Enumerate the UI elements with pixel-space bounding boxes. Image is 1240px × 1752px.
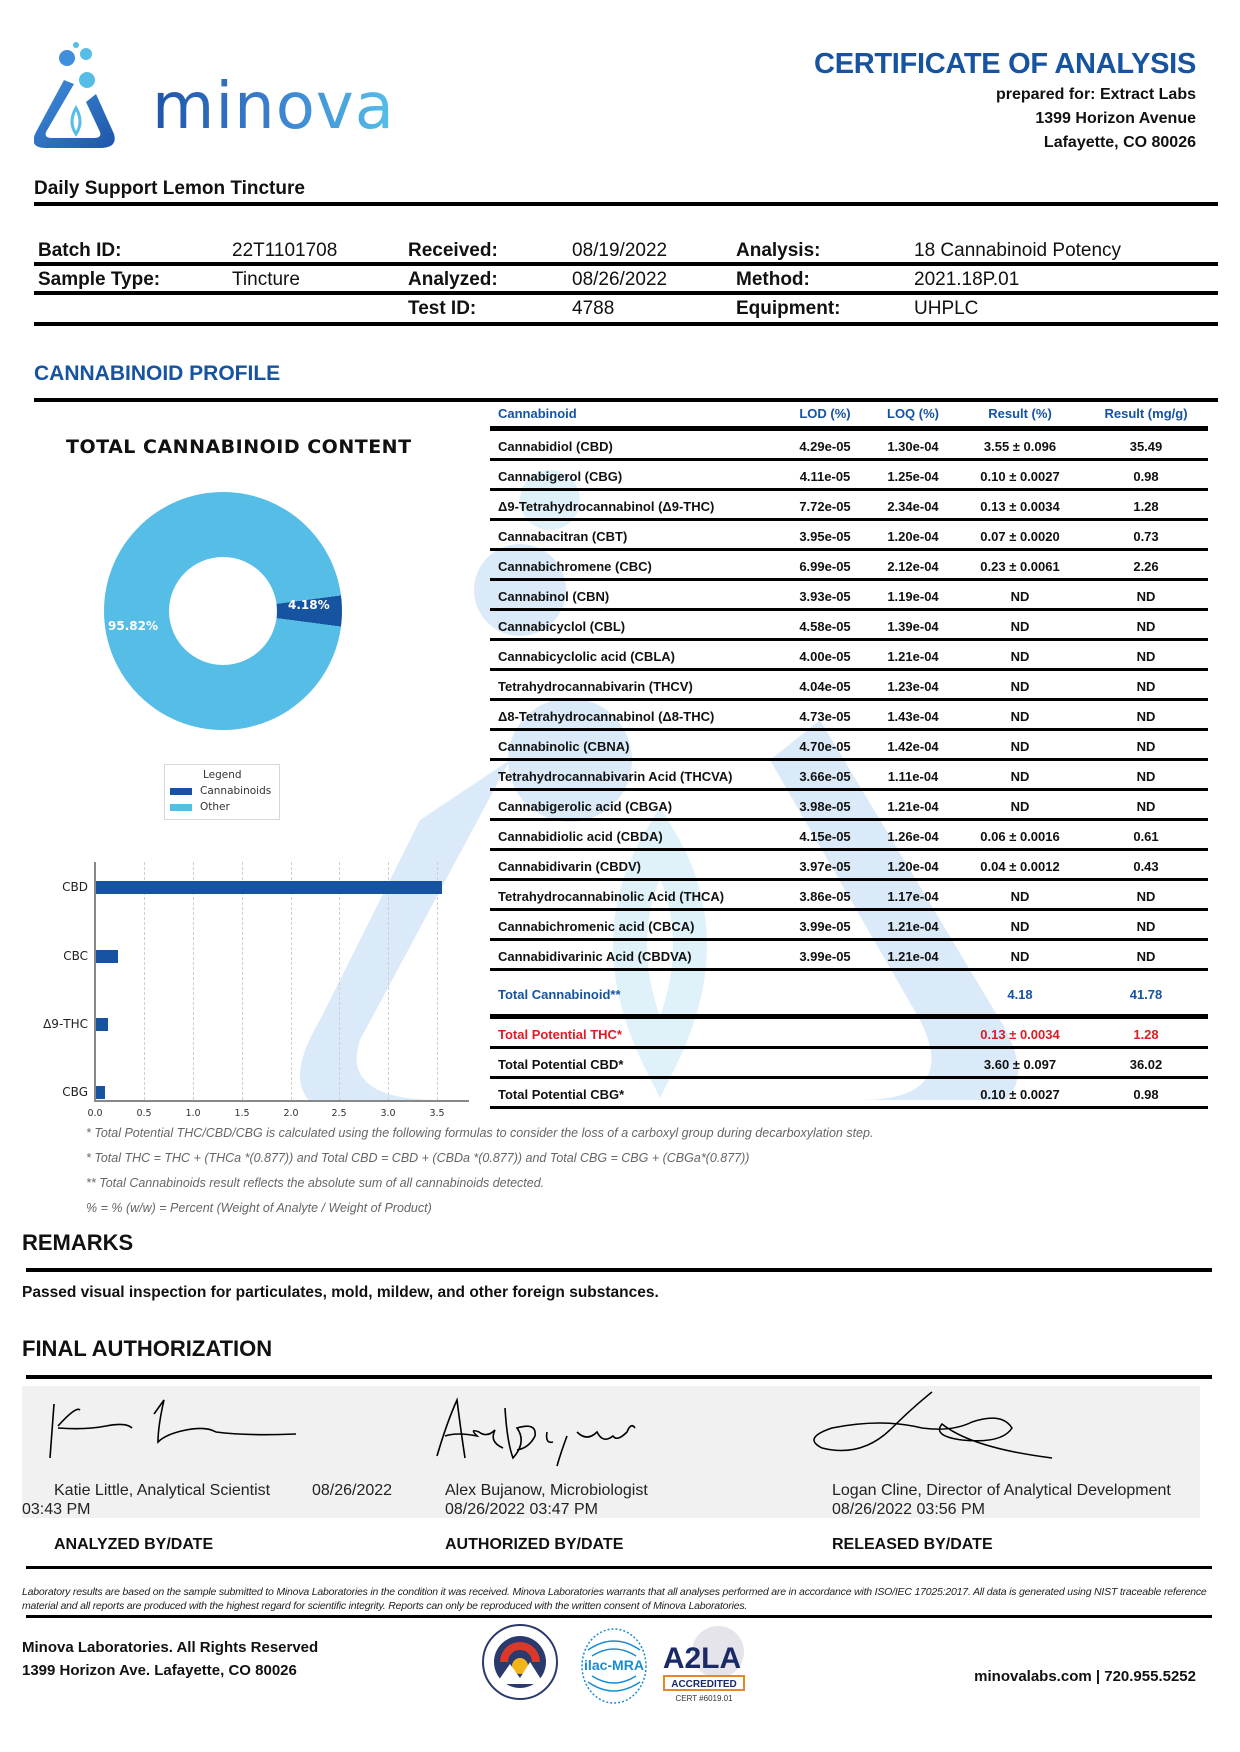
- lod-value: 7.72e-05: [799, 499, 851, 514]
- y-tick-label: Δ9-THC: [43, 1017, 88, 1031]
- lod-value: 3.86e-05: [799, 889, 851, 904]
- legend-swatch: [170, 788, 192, 795]
- footer-address: 1399 Horizon Ave. Lafayette, CO 80026: [22, 1662, 297, 1679]
- total-cannabinoid-label: Total Cannabinoid**: [498, 987, 621, 1002]
- logo-wordmark: minova: [152, 70, 395, 144]
- lod-value: 4.29e-05: [799, 439, 851, 454]
- total-thc-row: [490, 1019, 1208, 1049]
- loq-value: 1.21e-04: [887, 919, 939, 934]
- divider: [34, 322, 1218, 326]
- result-pct-value: 3.55 ± 0.096: [983, 439, 1057, 454]
- table-row: [490, 941, 1208, 971]
- cannabinoid-name: Cannabacitran (CBT): [498, 529, 628, 544]
- cannabinoid-name: Tetrahydrocannabivarin Acid (THCVA): [498, 769, 733, 784]
- table-row: [490, 521, 1208, 551]
- lod-value: 3.93e-05: [799, 589, 851, 604]
- y-axis: [94, 862, 96, 1102]
- total-thc-mg: 1.28: [1133, 1027, 1159, 1042]
- meta-row-3: [34, 294, 1218, 324]
- cannabinoid-name: Δ8-Tetrahydrocannabinol (Δ8-THC): [498, 709, 715, 724]
- lod-value: 3.66e-05: [799, 769, 851, 784]
- loq-value: 1.25e-04: [887, 469, 939, 484]
- table-row: [490, 671, 1208, 701]
- analyzed-by-time: 03:43 PM: [22, 1501, 91, 1518]
- table-row: [490, 461, 1208, 491]
- result-pct-value: ND: [1010, 619, 1030, 634]
- footnote-3: ** Total Cannabinoids result reflects the absolute sum of all cannabinoids detected.: [86, 1176, 545, 1190]
- result-pct-value: 0.23 ± 0.0061: [980, 559, 1060, 574]
- section-title-remarks: REMARKS: [22, 1230, 134, 1255]
- total-thc-pct: 0.13 ± 0.0034: [980, 1027, 1060, 1042]
- analyzed-by-name: Katie Little, Analytical Scientist: [54, 1482, 271, 1499]
- result-pct-value: ND: [1010, 769, 1030, 784]
- loq-value: 1.20e-04: [887, 859, 939, 874]
- table-header: [490, 397, 1208, 431]
- result-mg-value: 0.98: [1133, 469, 1159, 484]
- batch-id-label: Batch ID:: [38, 240, 122, 261]
- total-cbg-mg: 0.98: [1133, 1087, 1159, 1102]
- result-mg-value: 0.61: [1133, 829, 1159, 844]
- x-tick-label: 0.0: [87, 1108, 103, 1119]
- lod-value: 4.70e-05: [799, 739, 851, 754]
- cannabinoid-name: Cannabichromenic acid (CBCA): [498, 919, 695, 934]
- received-value: 08/19/2022: [572, 240, 668, 261]
- lod-value: 3.97e-05: [799, 859, 851, 874]
- equipment-label: Equipment:: [736, 298, 841, 319]
- loq-value: 2.12e-04: [887, 559, 939, 574]
- loq-value: 1.11e-04: [887, 769, 939, 784]
- equipment-value: UHPLC: [914, 298, 979, 319]
- x-tick-label: 1.0: [185, 1108, 201, 1119]
- table-row: [490, 611, 1208, 641]
- minova-logo: [34, 42, 414, 152]
- legend-swatch: [170, 804, 192, 811]
- loq-value: 1.17e-04: [887, 889, 939, 904]
- loq-value: 1.21e-04: [887, 649, 939, 664]
- result-mg-value: ND: [1136, 949, 1156, 964]
- result-mg-value: ND: [1136, 739, 1156, 754]
- cannabinoid-name: Cannabidivarinic Acid (CBDVA): [498, 949, 692, 964]
- lod-value: 3.99e-05: [799, 919, 851, 934]
- total-cannabinoid-pct: 4.18: [1007, 987, 1033, 1002]
- divider: [26, 1268, 1212, 1272]
- donut-hole: [169, 557, 277, 665]
- analyzed-label: Analyzed:: [408, 269, 498, 290]
- divider: [34, 202, 1218, 206]
- donut-chart: [104, 492, 342, 730]
- lod-value: 3.95e-05: [799, 529, 851, 544]
- result-mg-value: 2.26: [1133, 559, 1159, 574]
- colorado-certified-badge-icon: [480, 1622, 560, 1702]
- table-row: [490, 821, 1208, 851]
- released-by-role: RELEASED BY/DATE: [832, 1536, 993, 1553]
- a2la-accredited-badge-icon: [660, 1624, 750, 1706]
- legend-item-other: [170, 801, 230, 813]
- y-tick-label: CBD: [62, 880, 88, 894]
- analyzed-value: 08/26/2022: [572, 269, 668, 290]
- document-title: CERTIFICATE OF ANALYSIS: [814, 48, 1196, 80]
- bar-cbc: [96, 950, 118, 963]
- result-pct-value: ND: [1010, 679, 1030, 694]
- y-tick-label: CBG: [62, 1085, 88, 1099]
- loq-value: 1.39e-04: [887, 619, 939, 634]
- x-tick-label: 2.0: [283, 1108, 299, 1119]
- lod-value: 4.73e-05: [799, 709, 851, 724]
- total-cbg-row: [490, 1079, 1208, 1109]
- table-body: [490, 431, 1208, 971]
- result-pct-value: ND: [1010, 649, 1030, 664]
- result-mg-value: ND: [1136, 679, 1156, 694]
- cannabinoid-name: Cannabidivarin (CBDV): [498, 859, 642, 874]
- result-mg-value: 0.43: [1133, 859, 1159, 874]
- batch-id-value: 22T1101708: [232, 240, 338, 261]
- donut-label-other: 95.82%: [108, 619, 158, 633]
- lod-value: 3.99e-05: [799, 949, 851, 964]
- cannabinoid-name: Cannabicyclol (CBL): [498, 619, 626, 634]
- table-row: [490, 641, 1208, 671]
- analysis-label: Analysis:: [736, 240, 821, 261]
- footer-contact: minovalabs.com | 720.955.5252: [974, 1668, 1196, 1685]
- gridline: [437, 862, 438, 1100]
- bar-cbd: [96, 881, 442, 894]
- legend-item-cannabinoids: [170, 785, 271, 797]
- legend-title: Legend: [203, 769, 242, 781]
- chart-legend: [164, 764, 280, 820]
- released-by-name: Logan Cline, Director of Analytical Development: [832, 1482, 1171, 1499]
- released-by-datetime: 08/26/2022 03:56 PM: [832, 1501, 986, 1518]
- cannabinoid-name: Cannabigerolic acid (CBGA): [498, 799, 673, 814]
- gridline: [291, 862, 292, 1100]
- lod-value: 3.98e-05: [799, 799, 851, 814]
- result-mg-value: ND: [1136, 589, 1156, 604]
- table-row: [490, 761, 1208, 791]
- x-tick-label: 0.5: [136, 1108, 152, 1119]
- svg-text:CERT #6019.01: CERT #6019.01: [675, 1694, 733, 1703]
- total-thc-label: Total Potential THC*: [498, 1027, 622, 1042]
- x-axis: [94, 1100, 469, 1102]
- loq-value: 1.21e-04: [887, 799, 939, 814]
- product-name: Daily Support Lemon Tincture: [34, 178, 305, 199]
- divider: [26, 1566, 1212, 1569]
- total-cannabinoid-row: [490, 971, 1208, 1019]
- method-label: Method:: [736, 269, 810, 290]
- cannabinoid-name: Cannabicyclolic acid (CBLA): [498, 649, 675, 664]
- result-mg-value: ND: [1136, 619, 1156, 634]
- authorized-by-role: AUTHORIZED BY/DATE: [445, 1536, 624, 1553]
- test-id-value: 4788: [572, 298, 615, 319]
- result-mg-value: ND: [1136, 799, 1156, 814]
- x-tick-label: 2.5: [331, 1108, 347, 1119]
- table-row: [490, 881, 1208, 911]
- table-row: [490, 851, 1208, 881]
- divider: [26, 1615, 1212, 1618]
- result-pct-value: ND: [1010, 919, 1030, 934]
- col-header-cannabinoid: Cannabinoid: [498, 406, 577, 421]
- cannabinoid-name: Cannabichromene (CBC): [498, 559, 652, 574]
- loq-value: 1.20e-04: [887, 529, 939, 544]
- result-pct-value: 0.07 ± 0.0020: [980, 529, 1060, 544]
- bar-d9thc: [96, 1018, 108, 1031]
- total-cbg-label: Total Potential CBG*: [498, 1087, 625, 1102]
- result-mg-value: 35.49: [1129, 439, 1163, 454]
- table-row: [490, 731, 1208, 761]
- svg-text:ilac-MRA: ilac-MRA: [584, 1657, 644, 1673]
- result-pct-value: 0.04 ± 0.0012: [980, 859, 1060, 874]
- total-cbg-pct: 0.10 ± 0.0027: [980, 1087, 1060, 1102]
- flask-logo-icon: [34, 42, 144, 152]
- result-mg-value: ND: [1136, 649, 1156, 664]
- loq-value: 1.43e-04: [887, 709, 939, 724]
- result-mg-value: ND: [1136, 709, 1156, 724]
- loq-value: 2.34e-04: [887, 499, 939, 514]
- donut-label-cannabinoids: 4.18%: [288, 598, 330, 612]
- sample-type-label: Sample Type:: [38, 269, 161, 290]
- lod-value: 6.99e-05: [799, 559, 851, 574]
- lod-value: 4.15e-05: [799, 829, 851, 844]
- result-pct-value: ND: [1010, 889, 1030, 904]
- total-cbd-pct: 3.60 ± 0.097: [983, 1057, 1057, 1072]
- x-tick-label: 1.5: [234, 1108, 250, 1119]
- gridline: [339, 862, 340, 1100]
- signature-katie-little-icon: [46, 1396, 316, 1466]
- authorized-by-name: Alex Bujanow, Microbiologist: [445, 1482, 648, 1499]
- result-pct-value: 0.10 ± 0.0027: [980, 469, 1060, 484]
- legend-label: Cannabinoids: [200, 785, 272, 797]
- x-tick-label: 3.5: [429, 1108, 445, 1119]
- bar-chart: [30, 860, 450, 1120]
- total-cannabinoid-mg: 41.78: [1129, 987, 1163, 1002]
- result-pct-value: ND: [1010, 799, 1030, 814]
- table-row: [490, 911, 1208, 941]
- loq-value: 1.26e-04: [887, 829, 939, 844]
- loq-value: 1.42e-04: [887, 739, 939, 754]
- loq-value: 1.19e-04: [887, 589, 939, 604]
- method-value: 2021.18P.01: [914, 269, 1020, 290]
- result-pct-value: ND: [1010, 589, 1030, 604]
- table-row: [490, 791, 1208, 821]
- result-mg-value: 1.28: [1133, 499, 1159, 514]
- result-pct-value: 0.13 ± 0.0034: [980, 499, 1060, 514]
- lod-value: 4.04e-05: [799, 679, 851, 694]
- result-mg-value: 0.73: [1133, 529, 1159, 544]
- cannabinoid-name: Cannabidiol (CBD): [498, 439, 613, 454]
- cannabinoid-name: Cannabidiolic acid (CBDA): [498, 829, 663, 844]
- table-row: [490, 431, 1208, 461]
- lod-value: 4.58e-05: [799, 619, 851, 634]
- test-id-label: Test ID:: [408, 298, 477, 319]
- footnote-2: * Total THC = THC + (THCa *(0.877)) and Total CBD = CBD + (CBDa *(0.877)) and Total CBG = CBG + (CBGa*(0.877)): [86, 1151, 750, 1165]
- footer-company: Minova Laboratories. All Rights Reserved: [22, 1639, 319, 1656]
- results-table: [490, 397, 1208, 1109]
- result-mg-value: ND: [1136, 889, 1156, 904]
- analyzed-by-role: ANALYZED BY/DATE: [54, 1536, 214, 1553]
- svg-text:ACCREDITED: ACCREDITED: [671, 1679, 737, 1690]
- result-pct-value: ND: [1010, 709, 1030, 724]
- client-address-line2: Lafayette, CO 80026: [1043, 134, 1196, 151]
- result-pct-value: ND: [1010, 739, 1030, 754]
- lab-disclaimer: Laboratory results are based on the sample submitted to Minova Laboratories in the condition it was received. Minova Laboratories warrants that all analyses performed are in accordance with ISO/IEC 17025:2017. All data is generated using NIST traceable reference material and all reports are produced with the highest regard for scientific integrity. Reports can only be reproduced with the written consent of Minova Laboratories.: [22, 1586, 1207, 1612]
- result-mg-value: ND: [1136, 769, 1156, 784]
- col-header-lod: LOD (%): [799, 406, 851, 421]
- footnote-4: % = % (w/w) = Percent (Weight of Analyte / Weight of Product): [86, 1201, 432, 1215]
- result-mg-value: ND: [1136, 919, 1156, 934]
- signature-alex-bujanow-icon: [417, 1392, 657, 1472]
- remarks-text: Passed visual inspection for particulates, mold, mildew, and other foreign substances.: [22, 1284, 659, 1301]
- total-cbd-label: Total Potential CBD*: [498, 1057, 624, 1072]
- result-pct-value: 0.06 ± 0.0016: [980, 829, 1060, 844]
- cannabinoid-name: Δ9-Tetrahydrocannabinol (Δ9-THC): [498, 499, 715, 514]
- donut-chart-title: TOTAL CANNABINOID CONTENT: [66, 436, 412, 458]
- total-cbd-mg: 36.02: [1129, 1057, 1163, 1072]
- client-address-line1: 1399 Horizon Avenue: [1035, 110, 1196, 127]
- loq-value: 1.23e-04: [887, 679, 939, 694]
- table-row: [490, 491, 1208, 521]
- analysis-value: 18 Cannabinoid Potency: [914, 240, 1122, 261]
- bar-cbg: [96, 1086, 105, 1099]
- table-row: [490, 701, 1208, 731]
- loq-value: 1.30e-04: [887, 439, 939, 454]
- cannabinoid-name: Tetrahydrocannabivarin (THCV): [498, 679, 693, 694]
- gridline: [193, 862, 194, 1100]
- section-title-final-authorization: FINAL AUTHORIZATION: [22, 1336, 273, 1361]
- ilac-mra-badge-icon: [578, 1626, 650, 1706]
- prepared-for: prepared for: Extract Labs: [995, 86, 1196, 103]
- col-header-result-pct: Result (%): [988, 406, 1052, 421]
- sample-type-value: Tincture: [232, 269, 300, 290]
- signature-logan-cline-icon: [802, 1388, 1062, 1468]
- gridline: [144, 862, 145, 1100]
- x-tick-label: 3.0: [380, 1108, 396, 1119]
- section-title-cannabinoid-profile: CANNABINOID PROFILE: [34, 362, 281, 385]
- gridline: [388, 862, 389, 1100]
- loq-value: 1.21e-04: [887, 949, 939, 964]
- cannabinoid-name: Cannabinol (CBN): [498, 589, 610, 604]
- result-pct-value: ND: [1010, 949, 1030, 964]
- lod-value: 4.00e-05: [799, 649, 851, 664]
- cannabinoid-name: Cannabigerol (CBG): [498, 469, 623, 484]
- divider: [26, 1375, 1212, 1379]
- total-cbd-row: [490, 1049, 1208, 1079]
- table-row: [490, 551, 1208, 581]
- authorized-by-datetime: 08/26/2022 03:47 PM: [445, 1501, 599, 1518]
- legend-label: Other: [200, 801, 230, 813]
- signature-panel: [22, 1386, 1200, 1518]
- y-tick-label: CBC: [63, 949, 88, 963]
- lod-value: 4.11e-05: [799, 469, 851, 484]
- col-header-loq: LOQ (%): [887, 406, 939, 421]
- cannabinoid-name: Cannabinolic (CBNA): [498, 739, 630, 754]
- svg-text:A2LA: A2LA: [662, 1642, 742, 1675]
- gridline: [242, 862, 243, 1100]
- footnote-1: * Total Potential THC/CBD/CBG is calculated using the following formulas to consider the loss of a carboxyl group during decarboxylation step.: [86, 1126, 874, 1140]
- col-header-result-mg: Result (mg/g): [1104, 406, 1188, 421]
- table-row: [490, 581, 1208, 611]
- received-label: Received:: [408, 240, 498, 261]
- analyzed-by-date: 08/26/2022: [312, 1482, 393, 1499]
- cannabinoid-name: Tetrahydrocannabinolic Acid (THCA): [498, 889, 725, 904]
